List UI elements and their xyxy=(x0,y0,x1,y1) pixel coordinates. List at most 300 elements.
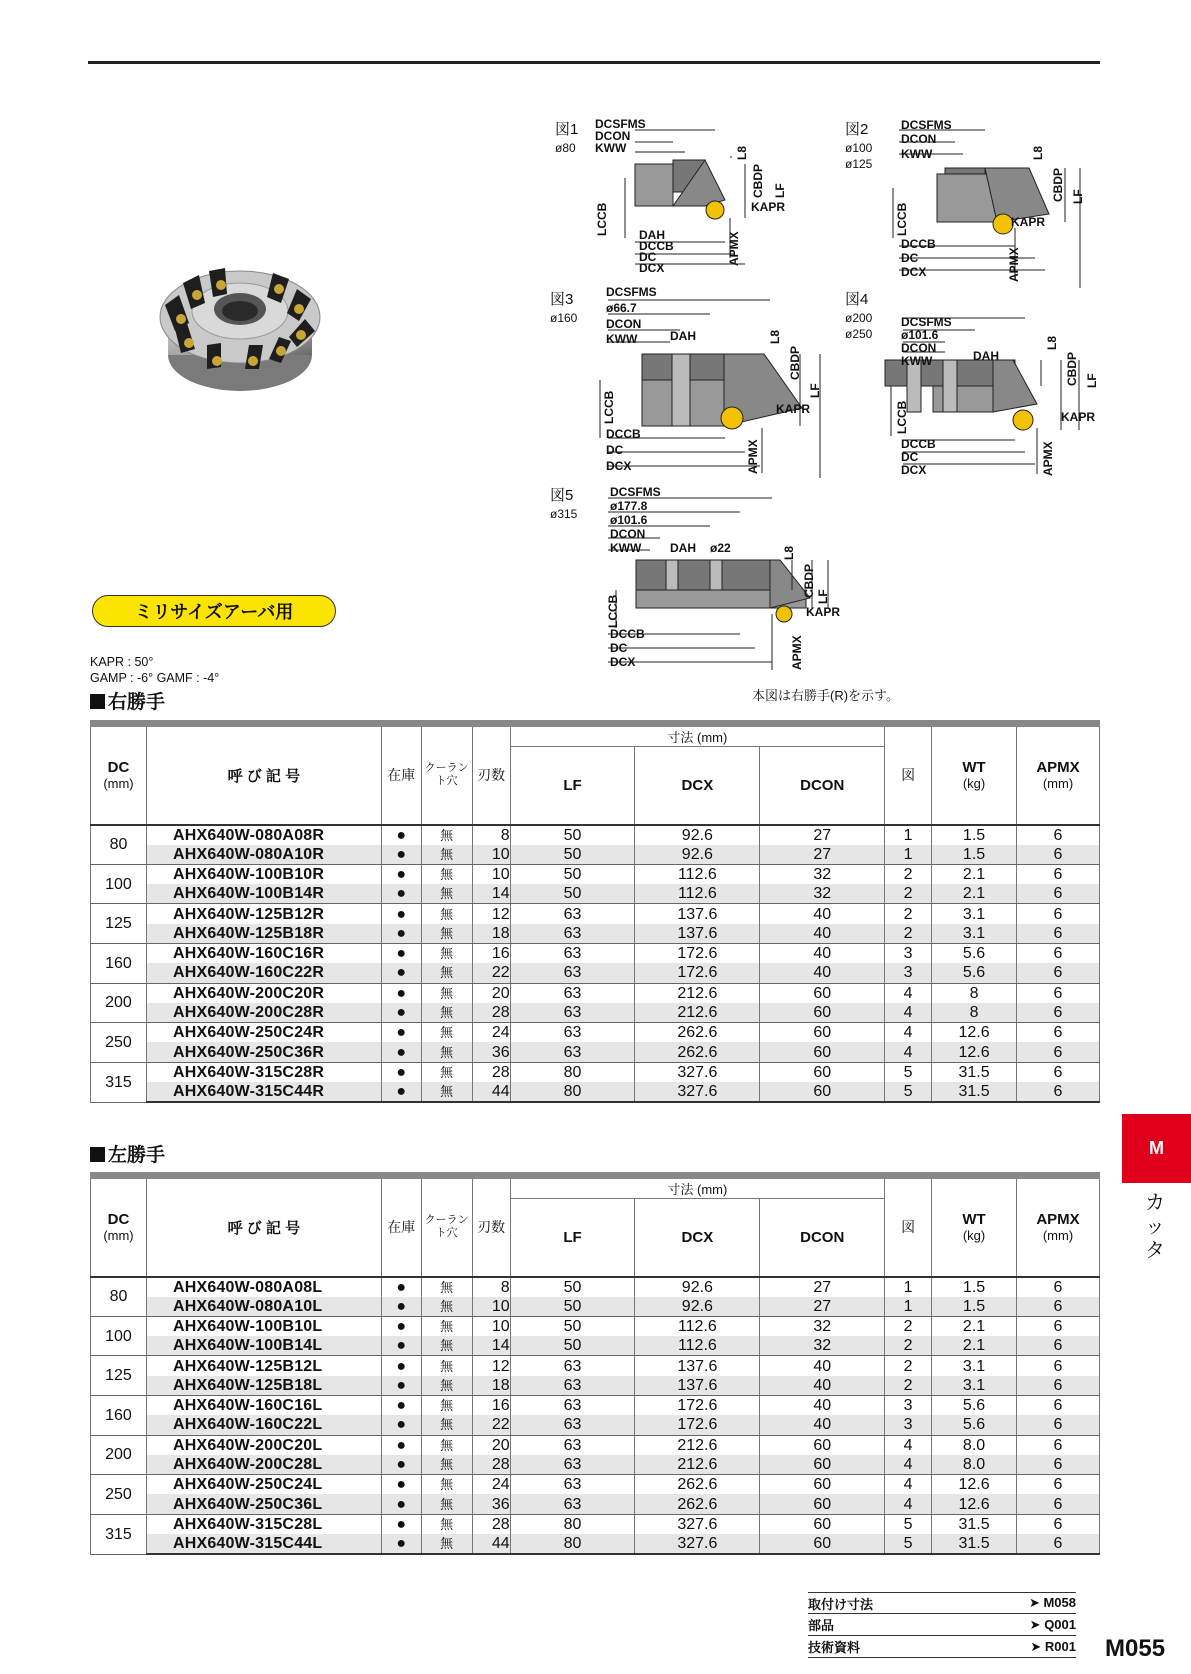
cell-lf: 63 xyxy=(510,1415,635,1435)
cell-dc: 200 xyxy=(91,1435,147,1475)
cell-lf: 50 xyxy=(510,1277,635,1297)
label-kww: KWW xyxy=(606,332,638,346)
cell-wt: 3.1 xyxy=(932,924,1017,944)
cell-fig: 4 xyxy=(885,1494,932,1514)
cell-stock: ● xyxy=(381,1415,421,1435)
cell-wt: 2.1 xyxy=(932,884,1017,904)
label-dcon: DCON xyxy=(595,129,631,143)
cell-wt: 12.6 xyxy=(932,1475,1017,1495)
cell-coolant: 無 xyxy=(421,1435,472,1455)
cell-dcx: 137.6 xyxy=(635,924,760,944)
cell-coolant: 無 xyxy=(421,845,472,865)
cell-wt: 3.1 xyxy=(932,1376,1017,1396)
cell-dcx: 262.6 xyxy=(635,1494,760,1514)
cell-dcx: 137.6 xyxy=(635,1376,760,1396)
cell-stock: ● xyxy=(381,1042,421,1062)
col-dcon: DCON xyxy=(760,747,885,825)
cell-dcon: 60 xyxy=(760,1475,885,1495)
cell-apmx: 6 xyxy=(1017,884,1100,904)
cell-wt: 12.6 xyxy=(932,1023,1017,1043)
table-row xyxy=(91,1003,1100,1023)
table-row xyxy=(91,1356,1100,1376)
cell-wt: 5.6 xyxy=(932,1395,1017,1415)
cell-apmx: 6 xyxy=(1017,1297,1100,1317)
cell-lf: 63 xyxy=(510,924,635,944)
cell-dcon: 60 xyxy=(760,1023,885,1043)
reference-technical[interactable]: 技術資料 ➤ R001 xyxy=(808,1636,1076,1658)
cell-dcx: 92.6 xyxy=(635,825,760,845)
cell-lf: 63 xyxy=(510,983,635,1003)
top-rule xyxy=(88,61,1100,64)
angle-specs xyxy=(90,654,219,686)
cell-coolant: 無 xyxy=(421,1376,472,1396)
label-dcon: DCON xyxy=(901,341,937,355)
cell-teeth: 8 xyxy=(472,825,510,845)
label-apmx: APMX xyxy=(727,231,741,266)
cell-stock: ● xyxy=(381,1356,421,1376)
cell-lf: 63 xyxy=(510,904,635,924)
cell-apmx: 6 xyxy=(1017,1316,1100,1336)
figure-1-drawing xyxy=(555,118,785,278)
label-l8: L8 xyxy=(735,145,749,160)
cell-code: AHX640W-100B10L xyxy=(146,1316,381,1336)
cell-stock: ● xyxy=(381,1023,421,1043)
label-lccb: LCCB xyxy=(895,202,909,236)
label-dcsfms: DCSFMS xyxy=(595,117,646,131)
cell-fig: 1 xyxy=(885,845,932,865)
label-dc: DC xyxy=(901,450,919,464)
cell-wt: 12.6 xyxy=(932,1494,1017,1514)
cell-apmx: 6 xyxy=(1017,1356,1100,1376)
label-dccb: DCCB xyxy=(901,237,936,251)
table-row xyxy=(91,1395,1100,1415)
table-row xyxy=(91,924,1100,944)
cell-teeth: 22 xyxy=(472,1415,510,1435)
cell-wt: 31.5 xyxy=(932,1062,1017,1082)
table-row xyxy=(91,1475,1100,1495)
cell-coolant: 無 xyxy=(421,963,472,983)
cell-dcx: 112.6 xyxy=(635,864,760,884)
arbor-badge: ミリサイズアーバ用 xyxy=(92,595,336,627)
cell-dcon: 32 xyxy=(760,884,885,904)
table-row xyxy=(91,904,1100,924)
cell-dcon: 32 xyxy=(760,1316,885,1336)
table-row xyxy=(91,1415,1100,1435)
label-dc: DC xyxy=(639,250,657,264)
cell-stock: ● xyxy=(381,1534,421,1554)
cell-dcon: 60 xyxy=(760,1534,885,1554)
table-row xyxy=(91,963,1100,983)
cell-wt: 2.1 xyxy=(932,1316,1017,1336)
col-dimensions: 寸法 (mm) xyxy=(510,1176,885,1199)
table-row xyxy=(91,1297,1100,1317)
cell-dcon: 32 xyxy=(760,1336,885,1356)
figure-number: 図1 xyxy=(555,121,579,138)
right-hand-table xyxy=(90,720,1100,1103)
cell-dcon: 27 xyxy=(760,825,885,845)
cell-fig: 5 xyxy=(885,1534,932,1554)
cell-dcon: 60 xyxy=(760,983,885,1003)
cell-lf: 63 xyxy=(510,1356,635,1376)
cell-teeth: 22 xyxy=(472,963,510,983)
cell-wt: 2.1 xyxy=(932,1336,1017,1356)
cell-wt: 3.1 xyxy=(932,904,1017,924)
label-kapr: KAPR xyxy=(1061,410,1096,424)
label-dah: DAH xyxy=(639,228,665,242)
cell-apmx: 6 xyxy=(1017,1003,1100,1023)
cell-coolant: 無 xyxy=(421,1475,472,1495)
cell-code: AHX640W-200C28L xyxy=(146,1455,381,1475)
cell-lf: 50 xyxy=(510,845,635,865)
cell-stock: ● xyxy=(381,1455,421,1475)
label-kww: KWW xyxy=(901,147,933,161)
col-dcx: DCX xyxy=(635,747,760,825)
cell-stock: ● xyxy=(381,884,421,904)
cell-stock: ● xyxy=(381,864,421,884)
cell-code: AHX640W-200C20R xyxy=(146,983,381,1003)
cell-lf: 50 xyxy=(510,1316,635,1336)
label-dcsfms: DCSFMS xyxy=(610,485,661,499)
cell-apmx: 6 xyxy=(1017,1494,1100,1514)
cell-code: AHX640W-080A08L xyxy=(146,1277,381,1297)
cell-fig: 3 xyxy=(885,943,932,963)
cell-coolant: 無 xyxy=(421,1356,472,1376)
cell-wt: 3.1 xyxy=(932,1356,1017,1376)
cell-dc: 125 xyxy=(91,904,147,944)
label-lf: LF xyxy=(1071,189,1085,204)
cell-fig: 3 xyxy=(885,1395,932,1415)
col-coolant: クーラント穴 xyxy=(421,724,472,825)
cell-dc: 100 xyxy=(91,1316,147,1356)
cell-code: AHX640W-160C16L xyxy=(146,1395,381,1415)
cell-dcon: 27 xyxy=(760,1297,885,1317)
cell-apmx: 6 xyxy=(1017,1277,1100,1297)
col-coolant: クーラント穴 xyxy=(421,1176,472,1277)
label-kapr: KAPR xyxy=(806,605,841,619)
cell-dcon: 40 xyxy=(760,963,885,983)
reference-list xyxy=(808,1592,1076,1658)
cell-teeth: 24 xyxy=(472,1475,510,1495)
cell-apmx: 6 xyxy=(1017,1395,1100,1415)
table-row xyxy=(91,845,1100,865)
cell-code: AHX640W-125B18R xyxy=(146,924,381,944)
cell-apmx: 6 xyxy=(1017,1042,1100,1062)
cell-dc: 160 xyxy=(91,943,147,983)
cell-apmx: 6 xyxy=(1017,963,1100,983)
cell-coolant: 無 xyxy=(421,943,472,963)
col-code: 呼 び 記 号 xyxy=(146,1176,381,1277)
cell-teeth: 10 xyxy=(472,864,510,884)
cell-dcon: 40 xyxy=(760,943,885,963)
cell-dcx: 92.6 xyxy=(635,1277,760,1297)
cell-teeth: 12 xyxy=(472,904,510,924)
cell-coolant: 無 xyxy=(421,924,472,944)
cell-dc: 160 xyxy=(91,1395,147,1435)
section-left-hand xyxy=(90,1140,165,1167)
cell-dcx: 137.6 xyxy=(635,904,760,924)
label-dah: DAH xyxy=(670,329,696,343)
figure-number: 図3 xyxy=(550,291,574,308)
label-dcx: DCX xyxy=(610,655,636,669)
col-fig: 図 xyxy=(885,724,932,825)
cell-code: AHX640W-250C24L xyxy=(146,1475,381,1495)
table-row xyxy=(91,1435,1100,1455)
cell-coolant: 無 xyxy=(421,1023,472,1043)
cell-code: AHX640W-200C20L xyxy=(146,1435,381,1455)
cell-fig: 4 xyxy=(885,983,932,1003)
cell-stock: ● xyxy=(381,1082,421,1102)
cell-fig: 4 xyxy=(885,1023,932,1043)
cell-stock: ● xyxy=(381,943,421,963)
cell-coolant: 無 xyxy=(421,1395,472,1415)
label-kapr: KAPR xyxy=(1011,215,1046,229)
cell-dcon: 40 xyxy=(760,1376,885,1396)
cell-dcx: 137.6 xyxy=(635,1356,760,1376)
cell-teeth: 28 xyxy=(472,1514,510,1534)
cell-coolant: 無 xyxy=(421,825,472,845)
cell-teeth: 16 xyxy=(472,943,510,963)
cell-code: AHX640W-315C44L xyxy=(146,1534,381,1554)
cell-fig: 2 xyxy=(885,1356,932,1376)
cell-fig: 2 xyxy=(885,1336,932,1356)
cell-wt: 1.5 xyxy=(932,1297,1017,1317)
figure-diameter: ø160 xyxy=(550,311,578,325)
figure-number: 図5 xyxy=(550,487,574,504)
cell-apmx: 6 xyxy=(1017,1534,1100,1554)
cell-wt: 8.0 xyxy=(932,1455,1017,1475)
cell-fig: 1 xyxy=(885,825,932,845)
cell-stock: ● xyxy=(381,1435,421,1455)
label-kww: KWW xyxy=(901,354,933,368)
cell-apmx: 6 xyxy=(1017,924,1100,944)
cell-coolant: 無 xyxy=(421,1494,472,1514)
cell-lf: 80 xyxy=(510,1082,635,1102)
col-dcon: DCON xyxy=(760,1199,885,1277)
cell-fig: 1 xyxy=(885,1277,932,1297)
label-apmx: APMX xyxy=(746,439,760,474)
label-lccb: LCCB xyxy=(602,390,616,424)
cell-fig: 4 xyxy=(885,1042,932,1062)
figure-2-drawing xyxy=(845,118,1095,286)
label-l8: L8 xyxy=(768,329,782,344)
cell-lf: 63 xyxy=(510,1395,635,1415)
cell-code: AHX640W-125B18L xyxy=(146,1376,381,1396)
cell-dcon: 40 xyxy=(760,1356,885,1376)
cell-dcon: 60 xyxy=(760,1494,885,1514)
section-square-icon xyxy=(90,694,105,709)
cell-stock: ● xyxy=(381,1494,421,1514)
cell-stock: ● xyxy=(381,1475,421,1495)
cell-coolant: 無 xyxy=(421,1082,472,1102)
cell-coolant: 無 xyxy=(421,1297,472,1317)
col-dimensions: 寸法 (mm) xyxy=(510,724,885,747)
angle-gamp-gamf: GAMP : -6° GAMF : -4° xyxy=(90,671,220,685)
cell-dcx: 92.6 xyxy=(635,845,760,865)
cell-dc: 315 xyxy=(91,1062,147,1102)
cell-code: AHX640W-315C28R xyxy=(146,1062,381,1082)
cell-teeth: 18 xyxy=(472,924,510,944)
cell-dcon: 60 xyxy=(760,1042,885,1062)
table-row xyxy=(91,1023,1100,1043)
table-row xyxy=(91,1494,1100,1514)
cell-dcon: 60 xyxy=(760,1082,885,1102)
cell-wt: 31.5 xyxy=(932,1082,1017,1102)
cell-wt: 31.5 xyxy=(932,1514,1017,1534)
label-dc: DC xyxy=(901,251,919,265)
label-dcon: DCON xyxy=(901,132,937,146)
cell-lf: 80 xyxy=(510,1534,635,1554)
label-dcx: DCX xyxy=(639,261,665,275)
cell-fig: 5 xyxy=(885,1082,932,1102)
cell-stock: ● xyxy=(381,1514,421,1534)
cell-lf: 63 xyxy=(510,1003,635,1023)
cell-apmx: 6 xyxy=(1017,1455,1100,1475)
cell-apmx: 6 xyxy=(1017,864,1100,884)
cell-apmx: 6 xyxy=(1017,1023,1100,1043)
cell-coolant: 無 xyxy=(421,1336,472,1356)
cell-apmx: 6 xyxy=(1017,943,1100,963)
cell-wt: 8 xyxy=(932,983,1017,1003)
cell-lf: 50 xyxy=(510,1297,635,1317)
cell-code: AHX640W-100B10R xyxy=(146,864,381,884)
col-teeth: 刃数 xyxy=(472,1176,510,1277)
label-lf: LF xyxy=(773,183,787,198)
cell-lf: 50 xyxy=(510,1336,635,1356)
label-dccb: DCCB xyxy=(606,427,641,441)
cell-teeth: 44 xyxy=(472,1534,510,1554)
cell-stock: ● xyxy=(381,1336,421,1356)
label-dcon: DCON xyxy=(610,527,646,541)
col-dc: DC (mm) xyxy=(91,724,147,825)
col-apmx: APMX (mm) xyxy=(1017,724,1100,825)
cell-lf: 50 xyxy=(510,864,635,884)
label-lf: LF xyxy=(1085,373,1099,388)
figure-2 xyxy=(845,118,1095,286)
table-row xyxy=(91,825,1100,845)
label-apmx: APMX xyxy=(1041,441,1055,476)
cell-stock: ● xyxy=(381,1376,421,1396)
cell-code: AHX640W-160C22L xyxy=(146,1415,381,1435)
figure-4 xyxy=(845,288,1105,478)
cell-apmx: 6 xyxy=(1017,1415,1100,1435)
label-dcsfms: DCSFMS xyxy=(901,315,952,329)
cell-code: AHX640W-200C28R xyxy=(146,1003,381,1023)
cell-code: AHX640W-315C44R xyxy=(146,1082,381,1102)
cell-dcx: 327.6 xyxy=(635,1082,760,1102)
cell-fig: 3 xyxy=(885,963,932,983)
cell-lf: 63 xyxy=(510,1376,635,1396)
section-title: 左勝手 xyxy=(108,1145,166,1166)
col-code: 呼 び 記 号 xyxy=(146,724,381,825)
cell-coolant: 無 xyxy=(421,1042,472,1062)
label-dcon: DCON xyxy=(606,317,642,331)
label-lccb: LCCB xyxy=(895,400,909,434)
cell-wt: 12.6 xyxy=(932,1042,1017,1062)
cell-stock: ● xyxy=(381,845,421,865)
cell-teeth: 10 xyxy=(472,1316,510,1336)
cell-code: AHX640W-250C36R xyxy=(146,1042,381,1062)
cell-teeth: 20 xyxy=(472,983,510,1003)
col-lf: LF xyxy=(510,747,635,825)
page-number: M055 xyxy=(1105,1635,1166,1662)
cell-lf: 63 xyxy=(510,943,635,963)
table-row xyxy=(91,983,1100,1003)
cell-wt: 1.5 xyxy=(932,825,1017,845)
cell-teeth: 14 xyxy=(472,1336,510,1356)
cell-dcon: 60 xyxy=(760,1455,885,1475)
cell-lf: 80 xyxy=(510,1062,635,1082)
cell-coolant: 無 xyxy=(421,1316,472,1336)
cell-teeth: 14 xyxy=(472,884,510,904)
cell-fig: 4 xyxy=(885,1003,932,1023)
label-kww: KWW xyxy=(595,141,627,155)
cell-dcx: 92.6 xyxy=(635,1297,760,1317)
cell-lf: 50 xyxy=(510,825,635,845)
cell-fig: 2 xyxy=(885,864,932,884)
col-dcx: DCX xyxy=(635,1199,760,1277)
cell-fig: 1 xyxy=(885,1297,932,1317)
cell-dcon: 40 xyxy=(760,904,885,924)
cell-dcx: 172.6 xyxy=(635,1415,760,1435)
cell-wt: 5.6 xyxy=(932,943,1017,963)
cell-dcx: 327.6 xyxy=(635,1514,760,1534)
section-tab-m[interactable]: M xyxy=(1122,1114,1191,1183)
figure-1 xyxy=(555,118,785,278)
cell-wt: 8.0 xyxy=(932,1435,1017,1455)
reference-parts[interactable]: 部品 ➤ Q001 xyxy=(808,1614,1076,1636)
cell-dcx: 212.6 xyxy=(635,1455,760,1475)
cell-fig: 4 xyxy=(885,1435,932,1455)
cell-stock: ● xyxy=(381,924,421,944)
cell-fig: 2 xyxy=(885,1316,932,1336)
col-fig: 図 xyxy=(885,1176,932,1277)
cell-fig: 2 xyxy=(885,884,932,904)
label-cbdp: CBDP xyxy=(751,163,765,198)
reference-mounting[interactable]: 取付け寸法 ➤ M058 xyxy=(808,1592,1076,1614)
cell-code: AHX640W-080A08R xyxy=(146,825,381,845)
section-right-hand xyxy=(90,687,165,714)
cell-dc: 315 xyxy=(91,1514,147,1554)
cell-dcx: 112.6 xyxy=(635,1316,760,1336)
cell-coolant: 無 xyxy=(421,884,472,904)
label-l8: L8 xyxy=(1031,145,1045,160)
table-row xyxy=(91,884,1100,904)
label-dcx: DCX xyxy=(901,463,927,477)
table-row xyxy=(91,1277,1100,1297)
cell-code: AHX640W-080A10L xyxy=(146,1297,381,1317)
col-stock: 在庫 xyxy=(381,1176,421,1277)
cutter-photo xyxy=(145,245,335,405)
cell-apmx: 6 xyxy=(1017,904,1100,924)
cell-teeth: 28 xyxy=(472,1003,510,1023)
cell-code: AHX640W-125B12R xyxy=(146,904,381,924)
cell-coolant: 無 xyxy=(421,1062,472,1082)
col-wt: WT (kg) xyxy=(932,1176,1017,1277)
section-square-icon xyxy=(90,1147,105,1162)
cell-apmx: 6 xyxy=(1017,1435,1100,1455)
cell-stock: ● xyxy=(381,1003,421,1023)
col-apmx: APMX (mm) xyxy=(1017,1176,1100,1277)
cell-lf: 63 xyxy=(510,1023,635,1043)
label-cbdp: CBDP xyxy=(1051,167,1065,202)
cell-fig: 4 xyxy=(885,1475,932,1495)
cell-stock: ● xyxy=(381,1316,421,1336)
label-dia-22: ø22 xyxy=(710,541,731,555)
cell-dcx: 172.6 xyxy=(635,963,760,983)
cell-dc: 80 xyxy=(91,1277,147,1317)
figure-3 xyxy=(550,285,830,478)
table-row xyxy=(91,1336,1100,1356)
